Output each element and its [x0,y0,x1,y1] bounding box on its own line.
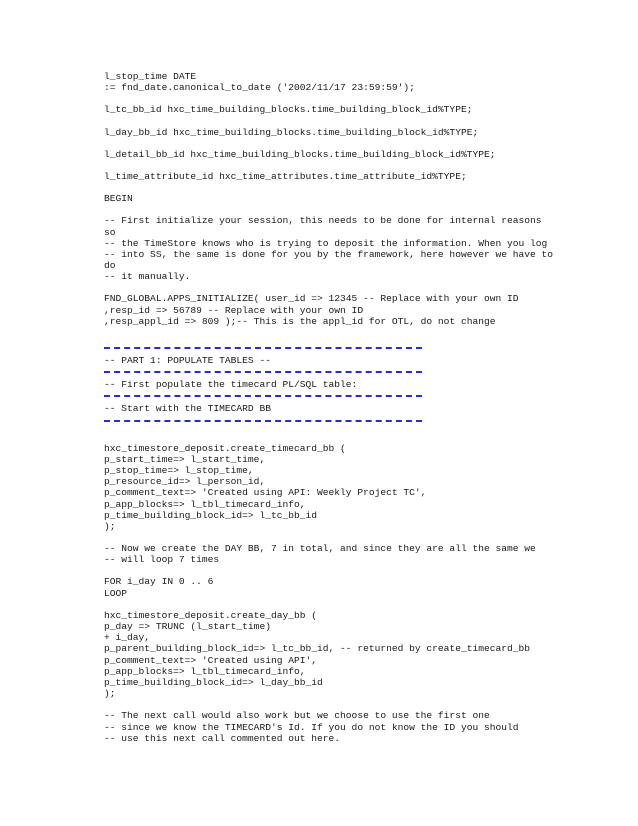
dashed-separator [104,371,422,373]
code-line: l_detail_bb_id hxc_time_building_blocks.time_building_block_id%TYPE; [104,148,496,160]
code-comment: -- The next call would also work but we choose to use the first one [104,710,490,722]
code-line: p_time_building_block_id=> l_tc_bb_id [104,509,318,521]
code-line: p_parent_building_block_id=> l_tc_bb_id, -- returned by create_timecard_bb [104,643,531,655]
code-line: hxc_timestore_deposit.create_day_bb ( [104,609,318,621]
code-line: BEGIN [104,193,133,205]
code-comment: so [104,226,116,238]
code-line: p_time_building_block_id=> l_day_bb_id [104,676,323,688]
code-line: LOOP [104,587,128,599]
code-line: ); [104,688,116,700]
code-line: ,resp_id => 56789 -- Replace with your own ID [104,304,364,316]
dashed-separator [104,395,422,397]
code-comment: -- Now we create the DAY BB, 7 in total, and since they are all the same we [104,543,536,555]
code-line: := fnd_date.canonical_to_date ('2002/11/17 23:59:59'); [104,82,415,94]
section-heading: -- PART 1: POPULATE TABLES -- [104,355,271,366]
code-line: p_app_blocks=> l_tbl_timecard_info, [104,665,306,677]
code-comment: -- use this next call commented out here. [104,732,341,744]
code-line: p_start_time=> l_start_time, [104,453,266,465]
code-line: l_stop_time DATE [104,71,197,82]
code-line: p_resource_id=> l_person_id, [104,476,266,488]
code-line: p_day => TRUNC (l_start_time) [104,621,271,632]
code-comment: do [104,260,116,272]
dashed-separator [104,420,422,422]
dashed-separator [104,347,422,349]
code-line: ); [104,520,116,532]
code-line: FOR i_day IN 0 .. 6 [104,576,214,588]
code-comment: -- the TimeStore knows who is trying to deposit the information. When you log [104,237,548,249]
code-comment: -- it manually. [104,271,191,283]
code-comment: -- into SS, the same is done for you by the framework, here however we have to [104,248,554,260]
code-line: hxc_timestore_deposit.create_timecard_bb ( [104,442,346,454]
code-comment: -- will loop 7 times [104,554,220,566]
code-line: l_day_bb_id hxc_time_building_blocks.time_building_block_id%TYPE; [104,126,479,138]
code-listing [104,71,564,744]
code-line: + i_day, [104,632,151,644]
code-line: l_time_attribute_id hxc_time_attributes.time_attribute_id%TYPE; [104,170,467,182]
code-line: p_comment_text=> 'Created using API', [104,654,318,666]
code-line: ,resp_appl_id => 809 );-- This is the appl_id for OTL, do not change [104,315,496,327]
code-line: p_comment_text=> 'Created using API: Weekly Project TC', [104,487,427,499]
code-line: l_tc_bb_id hxc_time_building_blocks.time_building_block_id%TYPE; [104,104,473,116]
code-comment: -- First populate the timecard PL/SQL table: [104,379,358,391]
code-comment: -- Start with the TIMECARD BB [104,403,271,415]
code-line: p_stop_time=> l_stop_time, [104,464,254,476]
code-line: FND_GLOBAL.APPS_INITIALIZE( user_id => 12345 -- Replace with your own ID [104,293,519,305]
code-line: p_app_blocks=> l_tbl_timecard_info, [104,498,306,510]
code-comment: -- First initialize your session, this needs to be done for internal reasons [104,215,542,227]
code-comment: -- since we know the TIMECARD's Id. If you do not know the ID you should [104,721,519,733]
